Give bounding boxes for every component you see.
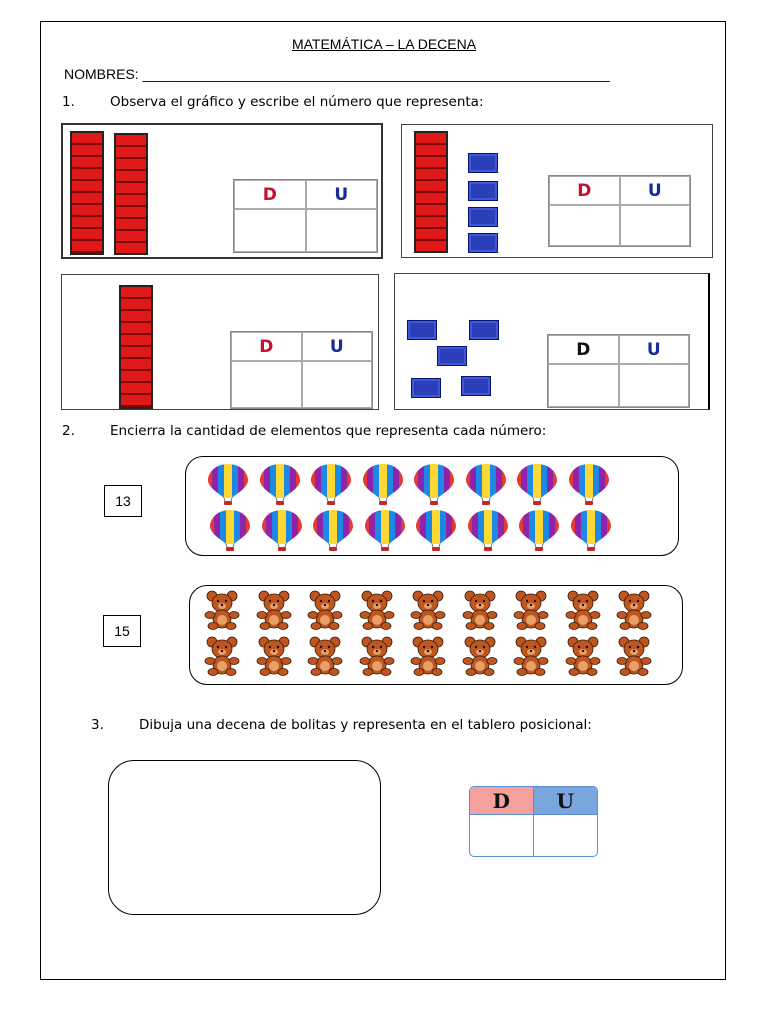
teddy-bear-icon[interactable] <box>358 590 396 630</box>
bear-row <box>203 590 667 630</box>
exercise-panel-4 <box>394 273 710 410</box>
teddy-bear-icon[interactable] <box>461 636 499 676</box>
unit-block-icon <box>411 378 441 398</box>
hot-air-balloon-icon[interactable] <box>464 462 508 506</box>
units-answer-cell[interactable] <box>620 205 691 246</box>
hot-air-balloon-icon[interactable] <box>515 462 559 506</box>
question-text: Encierra la cantidad de elementos que representa cada número: <box>110 423 547 439</box>
tens-header: D <box>470 787 534 814</box>
teddy-bear-icon[interactable] <box>358 636 396 676</box>
teddy-bear-icon[interactable] <box>255 636 293 676</box>
hot-air-balloon-icon[interactable] <box>361 462 405 506</box>
hot-air-balloon-icon[interactable] <box>414 508 458 552</box>
tens-header: D <box>231 332 302 361</box>
teddy-bear-icon[interactable] <box>409 636 447 676</box>
balloon-row <box>206 462 618 506</box>
tens-answer-cell[interactable] <box>234 209 306 252</box>
hot-air-balloon-icon[interactable] <box>363 508 407 552</box>
exercise-panel-2 <box>401 124 713 258</box>
ten-rod-icon <box>70 131 104 255</box>
unit-block-icon <box>468 181 498 201</box>
tens-header: D <box>549 176 620 205</box>
teddy-bear-icon[interactable] <box>615 636 653 676</box>
tens-answer-cell[interactable] <box>548 364 619 407</box>
place-value-table <box>548 175 691 247</box>
nombres-line: NOMBRES: ____________________________________________________________ <box>64 66 610 82</box>
teddy-bear-icon[interactable] <box>512 590 550 630</box>
units-answer-cell[interactable] <box>306 209 378 252</box>
teddy-bear-icon[interactable] <box>306 636 344 676</box>
hot-air-balloon-icon[interactable] <box>309 462 353 506</box>
exercise-panel-3 <box>61 274 379 410</box>
question-text: Observa el gráfico y escribe el número que representa: <box>110 94 484 110</box>
unit-block-icon <box>468 153 498 173</box>
teddy-bear-icon[interactable] <box>512 636 550 676</box>
number-box: 13 <box>104 485 142 517</box>
unit-block-icon <box>469 320 499 340</box>
hot-air-balloon-icon[interactable] <box>208 508 252 552</box>
units-header: U <box>534 787 598 814</box>
tens-header: D <box>234 180 306 209</box>
page-title: MATEMÁTICA – LA DECENA <box>291 36 477 52</box>
ten-rod-icon <box>114 133 148 255</box>
balloon-row <box>208 508 620 552</box>
teddy-bear-icon[interactable] <box>564 636 602 676</box>
place-value-table <box>547 334 690 408</box>
unit-block-icon <box>468 233 498 253</box>
units-answer-cell[interactable] <box>619 364 690 407</box>
teddy-bear-icon[interactable] <box>203 590 241 630</box>
question-2 <box>62 423 546 439</box>
hot-air-balloon-icon[interactable] <box>569 508 613 552</box>
question-3 <box>91 717 592 733</box>
teddy-bear-icon[interactable] <box>306 590 344 630</box>
teddy-bear-icon[interactable] <box>564 590 602 630</box>
units-header: U <box>620 176 691 205</box>
hot-air-balloon-icon[interactable] <box>206 462 250 506</box>
hot-air-balloon-icon[interactable] <box>258 462 302 506</box>
tens-answer-cell[interactable] <box>231 361 302 408</box>
hot-air-balloon-icon[interactable] <box>567 462 611 506</box>
place-value-table-final <box>469 786 598 857</box>
hot-air-balloon-icon[interactable] <box>311 508 355 552</box>
teddy-bear-icon[interactable] <box>409 590 447 630</box>
question-text: Dibuja una decena de bolitas y representa en el tablero posicional: <box>139 717 592 733</box>
exercise-panel-1 <box>61 123 383 259</box>
teddy-bear-icon[interactable] <box>203 636 241 676</box>
units-answer-cell[interactable] <box>302 361 373 408</box>
unit-block-icon <box>407 320 437 340</box>
units-answer-cell[interactable] <box>534 814 598 856</box>
question-number: 2. <box>62 423 75 439</box>
hot-air-balloon-icon[interactable] <box>517 508 561 552</box>
unit-block-icon <box>461 376 491 396</box>
teddy-bear-icon[interactable] <box>461 590 499 630</box>
question-1 <box>62 94 484 110</box>
teddy-bear-icon[interactable] <box>615 590 653 630</box>
ten-rod-icon <box>414 131 448 253</box>
units-header: U <box>302 332 373 361</box>
bear-row <box>203 636 667 676</box>
tens-answer-cell[interactable] <box>470 814 534 856</box>
unit-block-icon <box>468 207 498 227</box>
tens-header: D <box>548 335 619 364</box>
question-number: 1. <box>62 94 75 110</box>
ten-rod-icon <box>119 285 153 409</box>
number-box: 15 <box>103 615 141 647</box>
question-number: 3. <box>91 717 104 733</box>
tens-answer-cell[interactable] <box>549 205 620 246</box>
hot-air-balloon-icon[interactable] <box>260 508 304 552</box>
units-header: U <box>619 335 690 364</box>
unit-block-icon <box>437 346 467 366</box>
hot-air-balloon-icon[interactable] <box>412 462 456 506</box>
teddy-bear-icon[interactable] <box>255 590 293 630</box>
place-value-table <box>233 179 378 253</box>
place-value-table <box>230 331 373 409</box>
units-header: U <box>306 180 378 209</box>
hot-air-balloon-icon[interactable] <box>466 508 510 552</box>
drawing-area[interactable] <box>108 760 381 915</box>
